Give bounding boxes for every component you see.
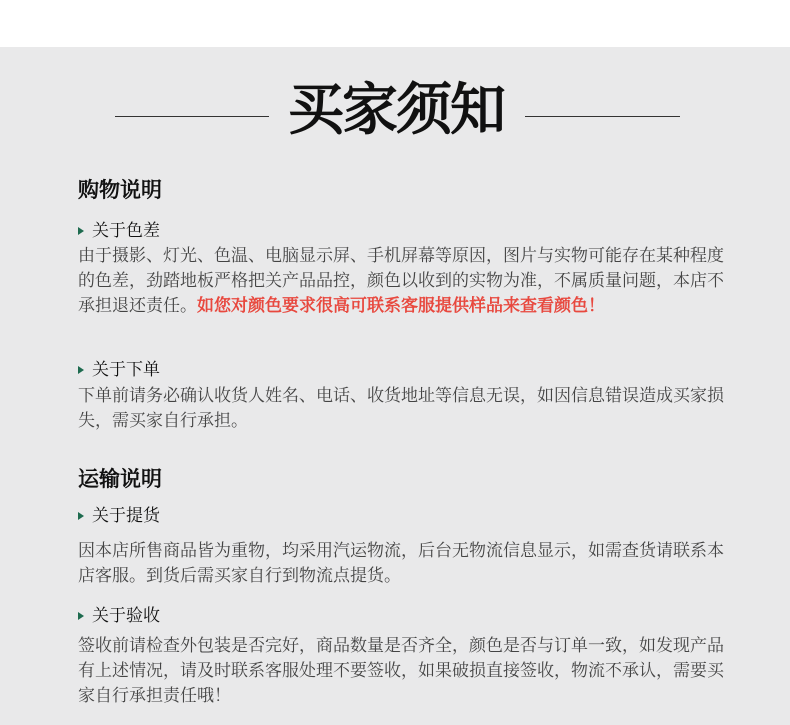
title-row (0, 76, 790, 146)
highlight-text: 如您对颜色要求很高可联系客服提供样品来查看颜色！ (197, 296, 605, 316)
paragraph-text: 由于摄影、灯光、色温、电脑显示屏、手机屏幕等原因，图片与实物可能存在某种程度的色差，劲踏地板严格把关产品品控，颜色以收到的实物为准，不属质量问题，本店不承担退还责任。 (78, 246, 724, 316)
section-heading-shipping: 运输说明 (78, 467, 162, 491)
bullet-triangle-icon (78, 612, 84, 620)
section-heading-shopping: 购物说明 (78, 178, 162, 202)
item-head-order (78, 359, 160, 381)
paragraph-pickup: 因本店所售商品皆为重物，均采用汽运物流，后台无物流信息显示，如需查货请联系本店客服。到货后需买家自行到物流点提货。 (78, 541, 724, 586)
bullet-triangle-icon (78, 366, 84, 374)
item-head-inspection (78, 605, 160, 627)
item-label: 关于色差 (92, 221, 160, 241)
item-label: 关于提货 (92, 506, 160, 526)
item-head-color-diff (78, 220, 160, 242)
page-title: 买家须知 (288, 78, 504, 143)
item-label: 关于下单 (92, 360, 160, 380)
item-head-pickup (78, 505, 160, 527)
title-divider-left (115, 116, 269, 117)
paragraph-color-diff (78, 244, 728, 319)
title-divider-right (525, 116, 680, 117)
paragraph-order: 下单前请务必确认收货人姓名、电话、收货地址等信息无误，如因信息错误造成买家损失，需买家自行承担。 (78, 386, 724, 431)
paragraph-inspection: 签收前请检查外包装是否完好，商品数量是否齐全，颜色是否与订单一致，如发现产品有上述情况，请及时联系客服处理不要签收，如果破损直接签收，物流不承认，需要买家自行承担责任哦！ (78, 636, 724, 706)
bullet-triangle-icon (78, 512, 84, 520)
bullet-triangle-icon (78, 227, 84, 235)
item-label: 关于验收 (92, 606, 160, 626)
